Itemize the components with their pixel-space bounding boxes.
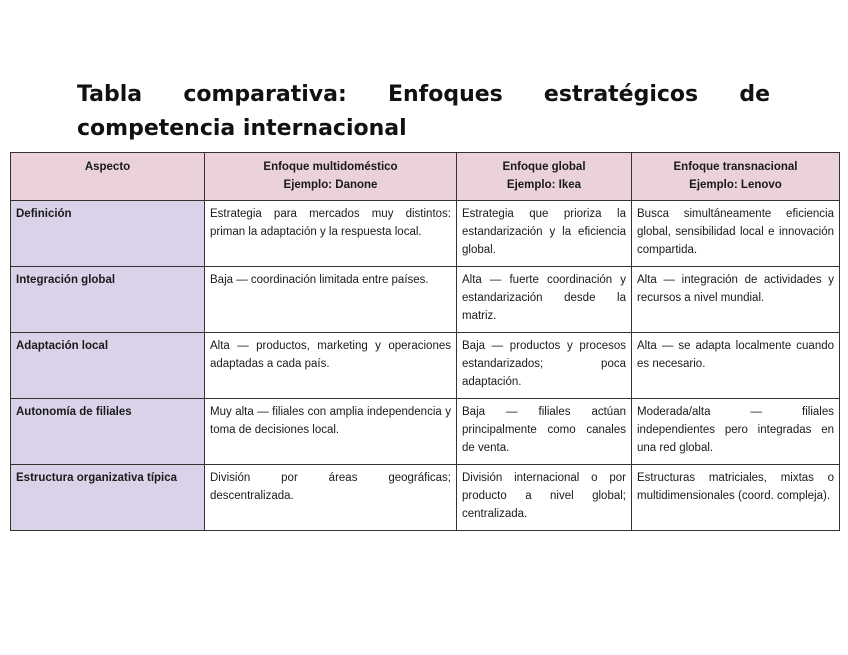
cell-global: División internacional o por producto a nivel global; centralizada. [457, 465, 632, 531]
header-example: Ejemplo: Lenovo [689, 179, 782, 191]
header-label: Enfoque multidoméstico [263, 161, 398, 173]
header-aspecto [11, 153, 205, 201]
header-multidomestic [205, 153, 457, 201]
cell-multidomestic: Alta — productos, marketing y operaciones adaptadas a cada país. [205, 333, 457, 399]
cell-global: Baja — productos y procesos estandarizados; poca adaptación. [457, 333, 632, 399]
cell-multidomestic: Baja — coordinación limitada entre países. [205, 267, 457, 333]
table-row [11, 267, 840, 333]
cell-multidomestic: División por áreas geográficas; descentralizada. [205, 465, 457, 531]
cell-global: Alta — fuerte coordinación y estandarización desde la matriz. [457, 267, 632, 333]
header-transnational [632, 153, 840, 201]
page-title: Tabla comparativa: Enfoques estratégicos de competencia internacional [77, 82, 770, 141]
row-header-autonomia-filiales: Autonomía de filiales [11, 399, 205, 465]
row-header-definicion: Definición [11, 201, 205, 267]
cell-multidomestic: Estrategia para mercados muy distintos: priman la adaptación y la respuesta local. [205, 201, 457, 267]
cell-transnational: Moderada/alta — filiales independientes pero integradas en una red global. [632, 399, 840, 465]
cell-transnational: Busca simultáneamente eficiencia global, sensibilidad local e innovación compartida. [632, 201, 840, 267]
cell-global: Estrategia que prioriza la estandarización y la eficiencia global. [457, 201, 632, 267]
table-header [11, 153, 840, 201]
header-label: Enfoque global [502, 161, 586, 173]
table-body [11, 201, 840, 531]
row-header-integracion-global: Integración global [11, 267, 205, 333]
header-label: Enfoque transnacional [673, 161, 798, 173]
table-row [11, 465, 840, 531]
row-header-estructura-organizativa: Estructura organizativa típica [11, 465, 205, 531]
table-row [11, 333, 840, 399]
header-label: Aspecto [84, 161, 131, 173]
cell-transnational: Alta — integración de actividades y recursos a nivel mundial. [632, 267, 840, 333]
header-example: Ejemplo: Danone [283, 179, 378, 191]
cell-transnational: Estructuras matriciales, mixtas o multidimensionales (coord. compleja). [632, 465, 840, 531]
table-row [11, 399, 840, 465]
cell-multidomestic: Muy alta — filiales con amplia independencia y toma de decisiones local. [205, 399, 457, 465]
header-example: Ejemplo: Ikea [506, 179, 582, 191]
cell-transnational: Alta — se adapta localmente cuando es necesario. [632, 333, 840, 399]
cell-global: Baja — filiales actúan principalmente como canales de venta. [457, 399, 632, 465]
table-row [11, 201, 840, 267]
header-row [11, 153, 840, 201]
comparison-table [10, 152, 840, 531]
row-header-adaptacion-local: Adaptación local [11, 333, 205, 399]
header-global [457, 153, 632, 201]
